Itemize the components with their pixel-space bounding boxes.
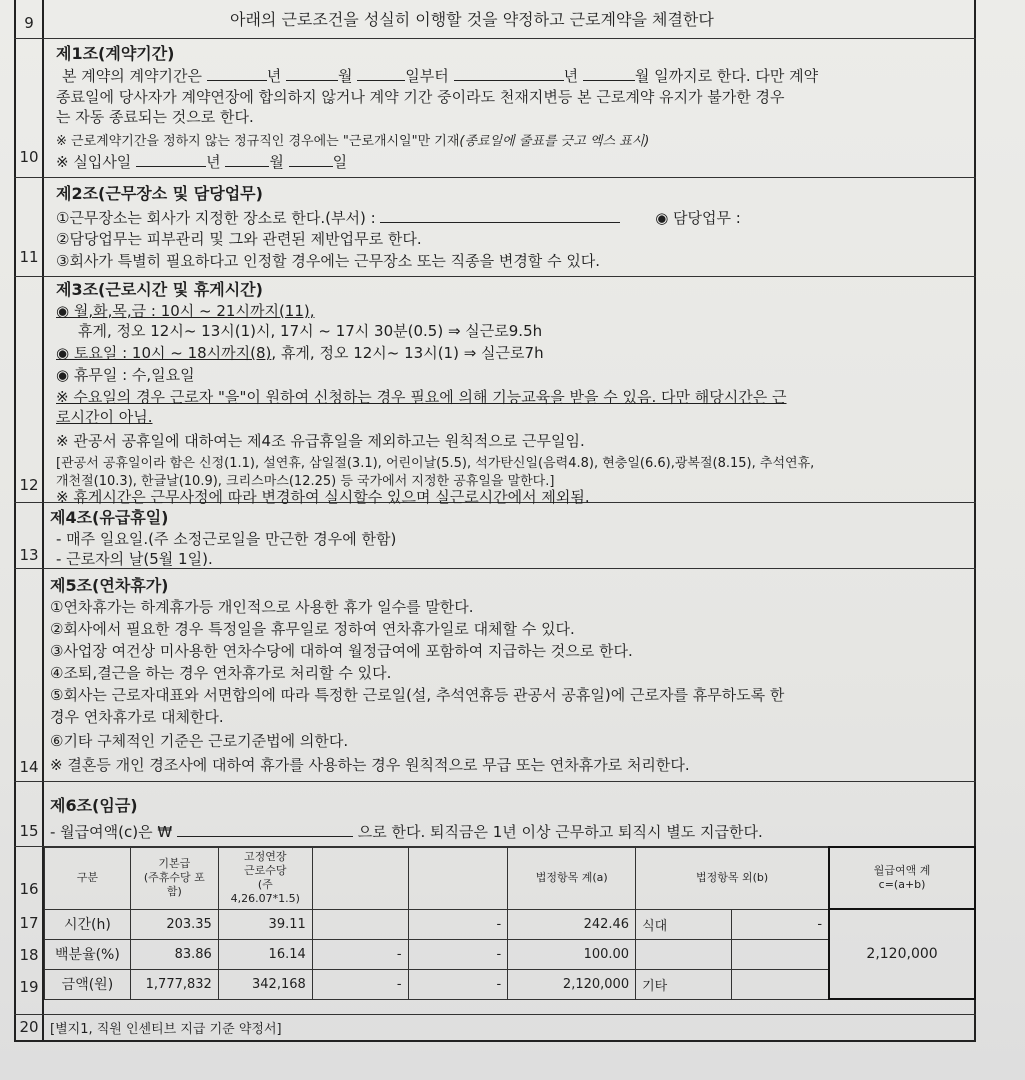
wage-line (50, 822, 763, 842)
row-divider (14, 781, 976, 782)
row-number: 14 (19, 758, 39, 776)
row-number: 17 (19, 914, 39, 932)
monthly-total-formula: c=(a+b) (878, 878, 926, 891)
base-amount: 1,777,832 (130, 969, 218, 999)
empty-header (408, 847, 508, 909)
dash-cell: - (408, 969, 508, 999)
row-number: 18 (19, 946, 39, 964)
saturday-break: , 휴게, 정오 12시~ 13시(1) ⇒ 실근로7h (271, 344, 544, 362)
wednesday-note: ※ 수요일의 경우 근로자 "을"이 원하여 신청하는 경우 필요에 의해 기능교육을 받을 수 있음. 다만 해당시간은 근 (56, 388, 787, 406)
monthly-wage-label: - 월급여액(c)은 ₩ (50, 823, 173, 841)
empty-cell (636, 939, 732, 969)
overtime-header (218, 847, 312, 909)
weekday-hours: ◉ 월,화,목,금 : 10시 ~ 21시까지(11), (56, 302, 315, 320)
article-1-title: 제1조(계약기간) (56, 44, 175, 63)
overtime-amount: 342,168 (218, 969, 312, 999)
article-2-line2: ②담당업무는 피부관리 및 그와 관련된 제반업무로 한다. (56, 230, 422, 248)
other-label: 기타 (636, 969, 732, 999)
row-divider (14, 1014, 976, 1015)
overtime-title: 고정연장 (244, 850, 287, 863)
day-label: 일 (332, 153, 348, 171)
paid-holiday-1: - 매주 일요일.(주 소정근로일을 만근한 경우에 한함) (56, 530, 397, 548)
category-header: 구분 (45, 847, 131, 909)
row-divider (14, 38, 976, 39)
article-1-note1 (56, 132, 649, 151)
empty-cell (731, 969, 829, 999)
row-label: 시간(h) (45, 909, 131, 939)
monthly-wage-rest: 으로 한다. 퇴직금은 1년 이상 근무하고 퇴직시 별도 지급한다. (357, 823, 763, 841)
wednesday-note-cont: 로시간이 아님. (56, 408, 153, 426)
row-number: 19 (19, 978, 39, 996)
meal-value: - (731, 909, 829, 939)
month-label: 월 (634, 67, 650, 85)
row-number: 16 (19, 880, 39, 898)
non-statutory-header: 법정항목 외(b) (636, 847, 830, 909)
base-pay-sub: (주휴수당 포함) (143, 871, 205, 898)
row-number: 20 (19, 1018, 39, 1036)
dash-cell: - (408, 909, 508, 939)
empty-header (312, 847, 408, 909)
row-number: 12 (19, 476, 39, 494)
holiday-list-cont: 개천절(10.3), 한글날(10.9), 크리스마스(12.25) 등 국가에서 지정한 공휴일을 말한다.] (56, 474, 555, 489)
row-number: 15 (19, 822, 39, 840)
leave-rule-4: ④조퇴,결근을 하는 경우 연차휴가로 처리할 수 있다. (50, 664, 392, 682)
leave-rule-3: ③사업장 여건상 미사용한 연차수당에 대하여 월정급여에 포함하여 지급하는 것으로 한다. (50, 642, 633, 660)
article-4-title: 제4조(유급휴일) (50, 508, 169, 527)
end-month-blank[interactable] (583, 66, 635, 81)
year-label: 년 (563, 67, 579, 85)
department-blank[interactable] (380, 208, 620, 223)
end-year-blank[interactable] (454, 66, 564, 81)
overtime-title-2: 근로수당 (244, 864, 287, 877)
article-3-title: 제3조(근로시간 및 휴게시간) (56, 280, 263, 299)
month-label: 월 (269, 153, 284, 171)
row-number: 9 (24, 14, 34, 32)
intro-statement: 아래의 근로조건을 성실히 이행할 것을 약정하고 근로계약을 체결한다 (230, 10, 714, 29)
hire-year-blank[interactable] (136, 152, 206, 167)
statutory-hours: 242.46 (508, 909, 636, 939)
leave-rule-2: ②회사에서 필요한 경우 특정일을 휴무일로 정하여 연차휴가일로 대체할 수 있다. (50, 620, 575, 638)
year-label: 년 (266, 67, 282, 85)
note-text: ※ 근로계약기간을 정하지 않는 정규직인 경우에는 "근로개시일"만 기재 (56, 134, 460, 149)
monthly-wage-blank[interactable] (177, 822, 353, 837)
from-label: 일부터 (405, 67, 449, 85)
overtime-hours: 39.11 (218, 909, 312, 939)
dash-cell: - (408, 939, 508, 969)
leave-note: ※ 결혼등 개인 경조사에 대하여 휴가를 사용하는 경우 원칙적으로 무급 또는 연차휴가로 처리한다. (50, 756, 690, 774)
leave-rule-6: ⑥기타 구체적인 기준은 근로기준법에 의한다. (50, 732, 349, 750)
row-label: 백분율(%) (45, 939, 131, 969)
article-2-title: 제2조(근무장소 및 담당업무) (56, 184, 263, 203)
paid-holiday-2: - 근로자의 날(5월 1일). (56, 550, 213, 568)
row-number: 10 (19, 148, 39, 166)
article-1-note2 (56, 152, 347, 172)
statutory-percent: 100.00 (508, 939, 636, 969)
base-hours: 203.35 (130, 909, 218, 939)
meal-label: 식대 (636, 909, 732, 939)
article-1-line2: 종료일에 당사자가 계약연장에 합의하지 않거나 계약 기간 중이라도 천재지변등 본 근로계약 유지가 불가한 경우 (56, 88, 785, 106)
dash-cell: - (312, 969, 408, 999)
row-number: 11 (19, 248, 39, 266)
row-divider (14, 276, 976, 277)
overtime-percent: 16.14 (218, 939, 312, 969)
saturday-time: ◉ 토요일 : 10시 ~ 18시까지(8) (56, 344, 272, 362)
workplace-label: ①근무장소는 회사가 지정한 장소로 한다.(부서) : (56, 209, 376, 227)
base-pay-header (130, 847, 218, 909)
monthly-total-title: 월급여액 계 (873, 864, 931, 877)
weekday-break: 휴게, 정오 12시~ 13시(1)시, 17시 ~ 17시 30분(0.5) ⇒ 실근로9.5h (78, 322, 543, 340)
days-off: ◉ 휴무일 : 수,일요일 (56, 366, 195, 384)
wage-table (44, 846, 976, 1000)
article-6-title: 제6조(임금) (50, 796, 138, 815)
article-1-line1 (62, 66, 818, 86)
month-label: 월 (338, 67, 353, 85)
duty-label: ◉ 담당업무 : (655, 209, 741, 227)
dash-cell: - (312, 939, 408, 969)
statutory-total-header: 법정항목 계(a) (508, 847, 636, 909)
appendix-reference: [별지1, 직원 인센티브 지급 기준 약정서] (50, 1022, 282, 1037)
row-label: 금액(원) (45, 969, 131, 999)
base-pay-title: 기본급 (158, 857, 191, 870)
overtime-formula: (주4,26.07*1.5) (230, 878, 300, 905)
article-2-line1 (56, 208, 741, 228)
holiday-list: [관공서 공휴일이라 함은 신정(1.1), 설연휴, 삼일절(3.1), 어린이날(5.5), 석가탄신일(음력4.8), 현충일(6.6),광복절(8.15), 추석연휴, (56, 456, 815, 471)
hire-date-label: ※ 실입사일 (56, 153, 132, 171)
until-label: 일까지로 한다. 다만 계약 (654, 67, 819, 85)
empty-cell (731, 939, 829, 969)
empty-cell (312, 909, 408, 939)
saturday-hours (56, 344, 544, 363)
leave-rule-5-cont: 경우 연차휴가로 대체한다. (50, 708, 224, 726)
statutory-amount: 2,120,000 (508, 969, 636, 999)
article-1-line3: 는 자동 종료되는 것으로 한다. (56, 108, 254, 126)
contract-period-label: 본 계약의 계약기간은 (62, 67, 202, 85)
break-note: ※ 휴게시간은 근무사정에 따라 변경하여 실시할수 있으며 실근로시간에서 제외됨. (56, 488, 590, 506)
monthly-total-value: 2,120,000 (829, 909, 975, 999)
hire-day-blank[interactable] (289, 152, 333, 167)
start-day-blank[interactable] (357, 66, 405, 81)
start-month-blank[interactable] (286, 66, 338, 81)
leave-rule-5: ⑤회사는 근로자대표와 서면합의에 따라 특정한 근로일(설, 추석연휴등 관공서 공휴일)에 근로자를 휴무하도록 한 (50, 686, 785, 704)
row-number: 13 (19, 546, 39, 564)
wage-table-header (45, 847, 976, 909)
article-2-line3: ③회사가 특별히 필요하다고 인정할 경우에는 근무장소 또는 직종을 변경할 수 있다. (56, 252, 601, 270)
row-divider (14, 177, 976, 178)
year-label: 년 (206, 153, 221, 171)
table-row (45, 909, 976, 939)
leave-rule-1: ①연차휴가는 하계휴가등 개인적으로 사용한 휴가 일수를 말한다. (50, 598, 474, 616)
holiday-note: ※ 관공서 공휴일에 대하여는 제4조 유급휴일을 제외하고는 원칙적으로 근무일임. (56, 432, 585, 450)
hire-month-blank[interactable] (225, 152, 269, 167)
base-percent: 83.86 (130, 939, 218, 969)
monthly-total-header (829, 847, 975, 909)
start-year-blank[interactable] (207, 66, 267, 81)
note-italic: (종료일에 줄표를 긋고 엑스 표시) (459, 134, 650, 149)
article-5-title: 제5조(연차휴가) (50, 576, 169, 595)
